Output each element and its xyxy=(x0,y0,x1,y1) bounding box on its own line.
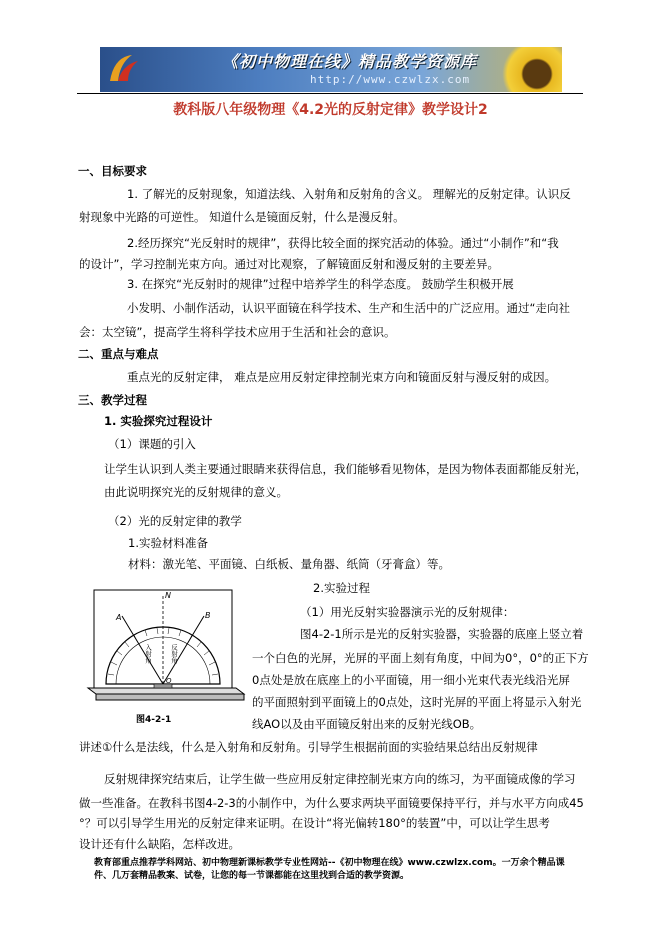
paragraph-line: 射现象中光路的可逆性。 知道什么是镜面反射，什么是漫反射。 xyxy=(79,210,405,224)
paragraph-line: 的平面照射到平面镜上的0点处，这时光屏的平面上将显示入射光 xyxy=(252,695,582,709)
paragraph-line: 2.经历探究“光反射时的规律”，获得比较全面的探究活动的体验。通过“小制作”和“我 xyxy=(127,236,559,250)
label-B: B xyxy=(205,611,211,620)
paragraph-line: 小发明、小制作活动，认识平面镜在科学技术、生产和生活中的广泛应用。通过“走向社 xyxy=(127,301,570,315)
protractor xyxy=(106,627,220,684)
paragraph-line: 3. 在探究“光反射时的规律”过程中培养学生的科学态度。 鼓励学生积极开展 xyxy=(127,277,514,291)
label-A: A xyxy=(116,613,122,622)
apparatus-base xyxy=(88,688,244,694)
paragraph-line: 线AO以及由平面镜反射出来的反射光线OB。 xyxy=(252,717,482,731)
paragraph-line: 让学生认识到人类主要通过眼睛来获得信息，我们能够看见物体，是因为物体表面都能反射光， xyxy=(104,462,587,476)
section-heading-goals: 一、目标要求 xyxy=(78,164,147,178)
paragraph-line: 1.实验材料准备 xyxy=(128,536,208,550)
paragraph-line: 材料：激光笔、平面镜、白纸板、量角器、纸筒（牙膏盒）等。 xyxy=(128,557,450,571)
paragraph-line: 1. 了解光的反射现象，知道法线、入射角和反射角的含义。 理解光的反射定律。认识反 xyxy=(127,187,571,201)
label-reflection-angle: 反射角 xyxy=(170,644,178,664)
sunflower-icon xyxy=(502,47,562,92)
paragraph-line: °？可以引导学生用光的反射定律来证明。在设计“将光偏转180°的装置”中，可以让学生思考 xyxy=(79,816,550,830)
paragraph-line: 一个白色的光屏，光屏的平面上刻有角度，中间为0°，0°的正下方 xyxy=(252,651,589,665)
subsection-item: （1）课题的引入 xyxy=(108,437,196,451)
footer-line: 件、几万套精品教案、试卷，让您的每一节课都能在这里找到合适的教学资源。 xyxy=(94,871,410,881)
label-incidence-angle: 入射角 xyxy=(144,644,152,664)
subsection-heading: 1. 实验探究过程设计 xyxy=(104,414,213,428)
paragraph-line: 设计还有什么缺陷，怎样改进。 xyxy=(79,837,240,851)
header-rule xyxy=(77,93,583,94)
apparatus-base-front xyxy=(96,694,244,700)
figure-caption: 图4-2-1 xyxy=(136,715,172,725)
document-title: 教科版八年级物理《4.2光的反射定律》教学设计2 xyxy=(173,102,488,118)
label-N: N xyxy=(165,591,171,600)
paragraph-line: 图4-2-1所示是光的反射实验器，实验器的底座上竖立着 xyxy=(300,627,584,641)
paragraph-line: 会：太空镜”，提高学生将科学技术应用于生活和社会的意识。 xyxy=(79,325,396,339)
section-heading-process: 三、教学过程 xyxy=(78,393,147,407)
paragraph-line: 反射规律探究结束后，让学生做一些应用反射定律控制光束方向的练习，为平面镜成像的学习 xyxy=(104,772,576,786)
paragraph-line: 2.实验过程 xyxy=(313,581,370,595)
banner-url[interactable]: http://www.czwlzx.com xyxy=(310,73,471,86)
paragraph-line: 做一些准备。在教科书图4-2-3的小制作中，为什么要求两块平面镜要保持平行，并与水平方向成45 xyxy=(79,796,584,810)
paragraph-line: 0点处是放在底座上的小平面镜，用一细小光束代表光线沿光屏 xyxy=(252,673,570,687)
section-heading-key-points: 二、重点与难点 xyxy=(78,347,159,361)
paragraph-line: 的设计”，学习控制光束方向。通过对比观察，了解镜面反射和漫反射的主要差异。 xyxy=(79,257,499,271)
reflection-apparatus-figure xyxy=(86,588,246,708)
paragraph-line: 由此说明探究光的反射规律的意义。 xyxy=(104,485,288,499)
banner-title: 《初中物理在线》精品教学资源库 xyxy=(222,52,478,71)
paragraph-line: 重点光的反射定律， 难点是应用反射定律控制光束方向和镜面反射与漫反射的成因。 xyxy=(127,370,557,384)
footer-line: 教育部重点推荐学科网站、初中物理新课标教学专业性网站--《初中物理在线》www.czwlzx.com。一万余个精品课 xyxy=(94,858,565,868)
paragraph-line: 讲述①什么是法线，什么是入射角和反射角。引导学生根据前面的实验结果总结出反射规律 xyxy=(79,740,538,754)
paragraph-line: （1）用光反射实验器演示光的反射规律： xyxy=(300,605,515,619)
subsection-item: （2）光的反射定律的教学 xyxy=(108,514,242,528)
label-O: O xyxy=(166,677,172,685)
site-logo-icon xyxy=(106,51,142,87)
header-banner xyxy=(100,47,562,92)
